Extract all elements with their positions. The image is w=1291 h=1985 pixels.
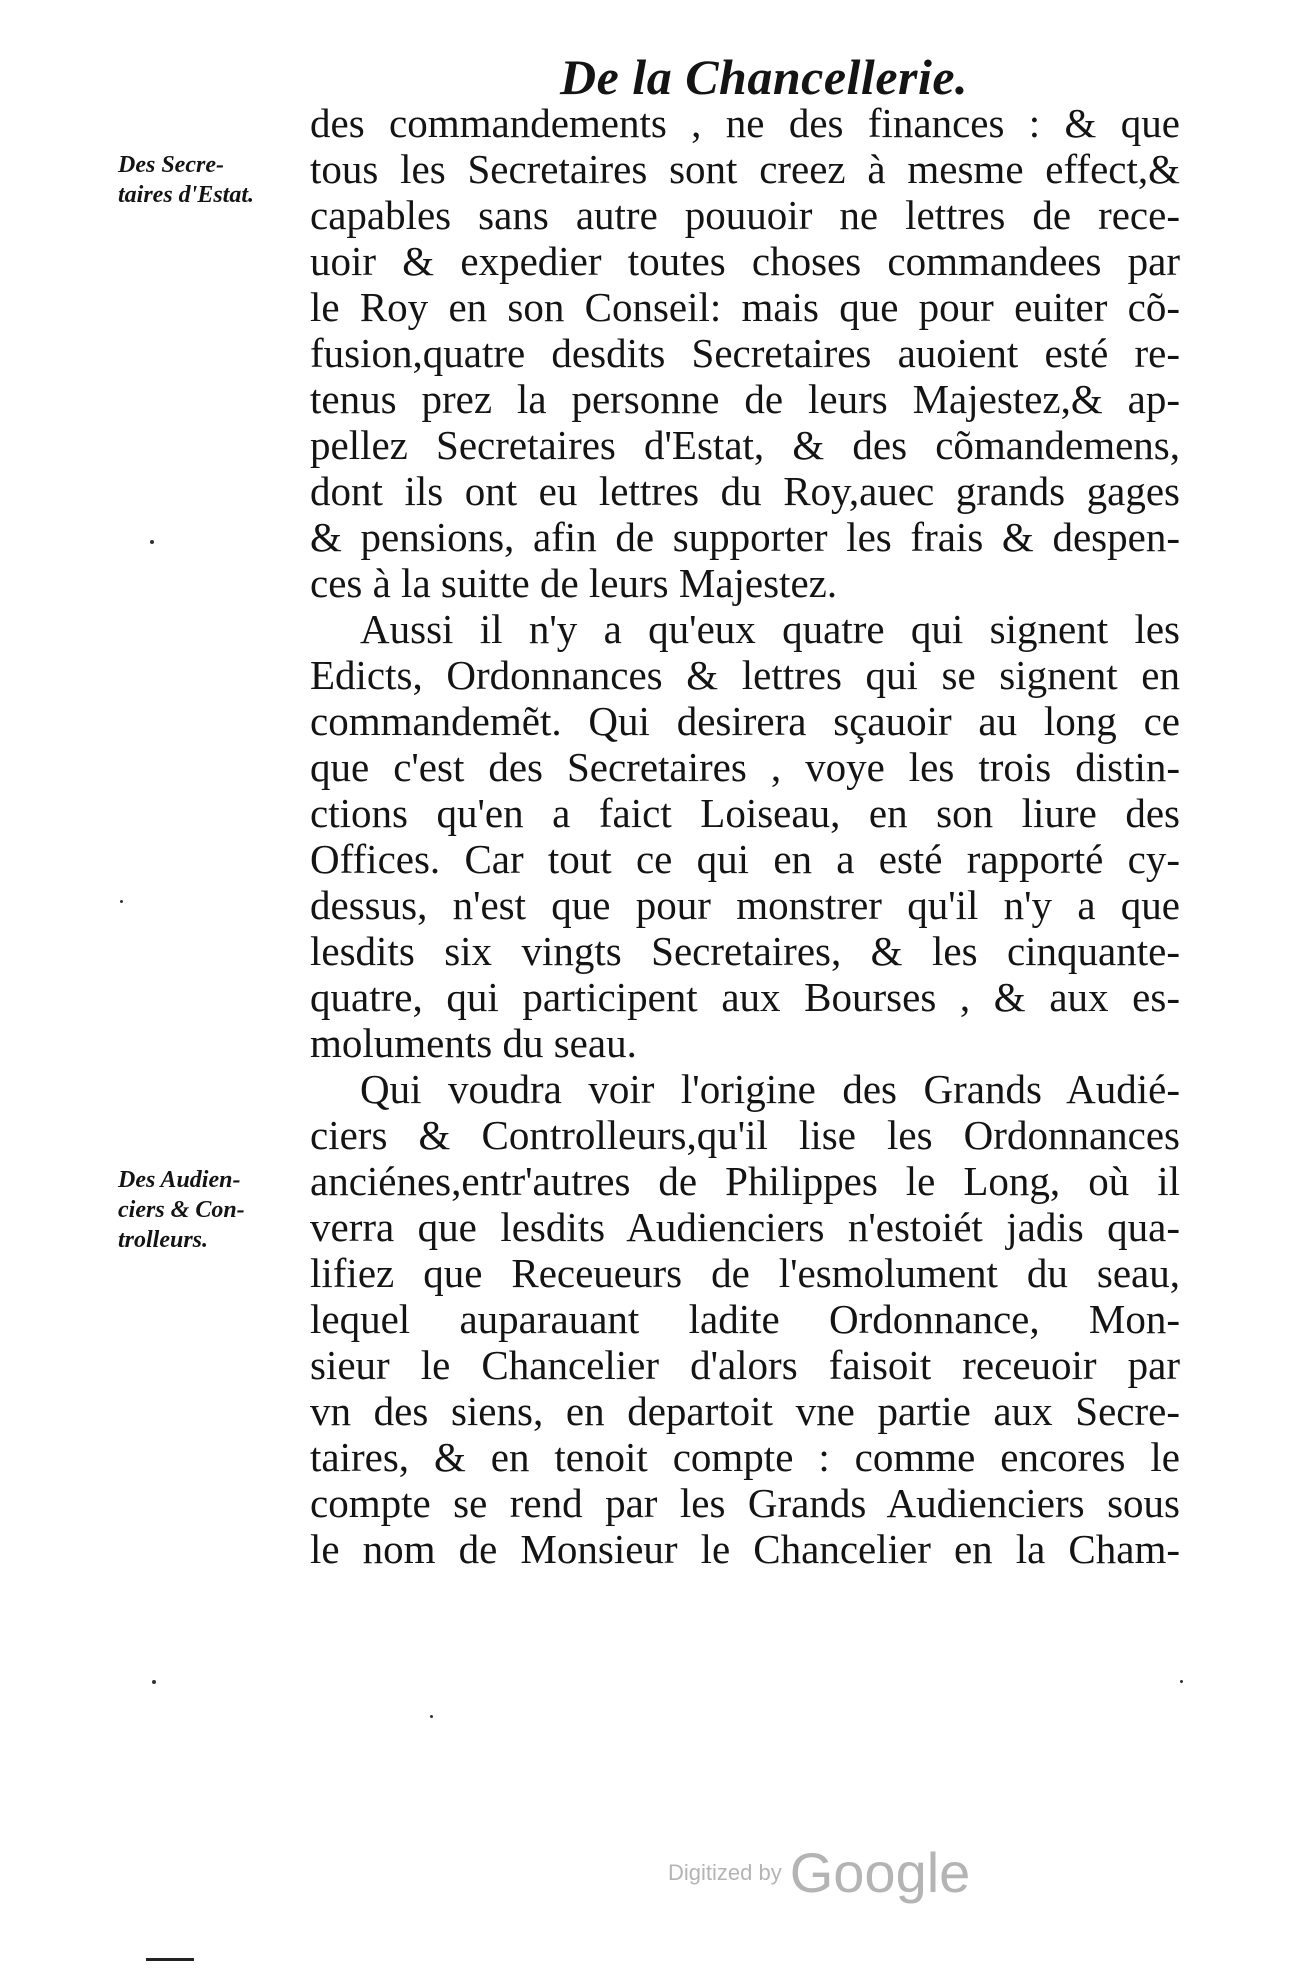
text-line: dessus, n'est que pour monstrer qu'il n'y a que bbox=[310, 882, 1180, 928]
text-line: le nom de Monsieur le Chancelier en la Cham- bbox=[310, 1526, 1180, 1572]
text-line: taires, & en tenoit compte : comme encores le bbox=[310, 1434, 1180, 1480]
text-line: tenus prez la personne de leurs Majestez,& ap- bbox=[310, 376, 1180, 422]
text-line: pellez Secretaires d'Estat, & des cõmandemens, bbox=[310, 422, 1180, 468]
text-line: commandemẽt. Qui desirera sçauoir au long ce bbox=[310, 698, 1180, 744]
text-line: uoir & expedier toutes choses commandees par bbox=[310, 238, 1180, 284]
text-line: le Roy en son Conseil: mais que pour euiter cõ- bbox=[310, 284, 1180, 330]
scan-speck bbox=[1180, 1680, 1183, 1683]
digitized-by-watermark bbox=[668, 1840, 970, 1905]
margin-note-audienciers bbox=[118, 1165, 298, 1255]
margin-note-line: Des Secre- bbox=[118, 152, 224, 178]
text-line: capables sans autre pouuoir ne lettres de rece- bbox=[310, 192, 1180, 238]
text-line: compte se rend par les Grands Audienciers sous bbox=[310, 1480, 1180, 1526]
text-line: sieur le Chancelier d'alors faisoit receuoir par bbox=[310, 1342, 1180, 1388]
text-line: moluments du seau. bbox=[310, 1020, 637, 1066]
running-head: De la Chancellerie. bbox=[560, 49, 969, 105]
watermark-brand: Google bbox=[789, 1841, 971, 1904]
text-line: lesdits six vingts Secretaires, & les cinquante- bbox=[310, 928, 1180, 974]
text-line: dont ils ont eu lettres du Roy,auec grands gages bbox=[310, 468, 1180, 514]
watermark-prefix: Digitized by bbox=[668, 1860, 782, 1885]
text-line: verra que lesdits Audienciers n'estoiét jadis qua- bbox=[310, 1204, 1180, 1250]
margin-note-line: ciers & Con- bbox=[118, 1197, 245, 1223]
scan-speck bbox=[150, 540, 154, 544]
margin-note-secretaires bbox=[118, 150, 298, 210]
text-line: ces à la suitte de leurs Majestez. bbox=[310, 560, 838, 606]
text-line: vn des siens, en departoit vne partie aux Secre- bbox=[310, 1388, 1180, 1434]
scan-edge-mark bbox=[146, 1958, 194, 1961]
text-line: anciénes,entr'autres de Philippes le Long, où il bbox=[310, 1158, 1180, 1204]
text-line: que c'est des Secretaires , voye les trois distin- bbox=[310, 744, 1180, 790]
text-line: ciers & Controlleurs,qu'il lise les Ordonnances bbox=[310, 1112, 1180, 1158]
paragraph bbox=[310, 606, 1180, 1066]
text-line: Aussi il n'y a qu'eux quatre qui signent les bbox=[360, 606, 1180, 652]
text-line: lequel auparauant ladite Ordonnance, Mon- bbox=[310, 1296, 1180, 1342]
text-line: des commandements , ne des finances : & que bbox=[310, 100, 1180, 146]
text-line: Qui voudra voir l'origine des Grands Audié- bbox=[360, 1066, 1180, 1112]
text-line: quatre, qui participent aux Bourses , & aux es- bbox=[310, 974, 1180, 1020]
margin-note-line: trolleurs. bbox=[118, 1227, 209, 1253]
text-line: tous les Secretaires sont creez à mesme effect,& bbox=[310, 146, 1180, 192]
text-line: & pensions, afin de supporter les frais & despen- bbox=[310, 514, 1180, 560]
body-text bbox=[310, 100, 1180, 1572]
text-line: Offices. Car tout ce qui en a esté rapporté cy- bbox=[310, 836, 1180, 882]
text-line: ctions qu'en a faict Loiseau, en son liure des bbox=[310, 790, 1180, 836]
paragraph bbox=[310, 100, 1180, 606]
margin-note-line: Des Audien- bbox=[118, 1167, 241, 1193]
scan-speck bbox=[152, 1680, 156, 1684]
paragraph bbox=[310, 1066, 1180, 1572]
scan-speck bbox=[120, 900, 123, 903]
text-line: fusion,quatre desdits Secretaires auoient esté re- bbox=[310, 330, 1180, 376]
text-line: Edicts, Ordonnances & lettres qui se signent en bbox=[310, 652, 1180, 698]
margin-note-line: taires d'Estat. bbox=[118, 182, 255, 208]
text-line: lifiez que Receueurs de l'esmolument du seau, bbox=[310, 1250, 1180, 1296]
scan-speck bbox=[430, 1715, 433, 1718]
